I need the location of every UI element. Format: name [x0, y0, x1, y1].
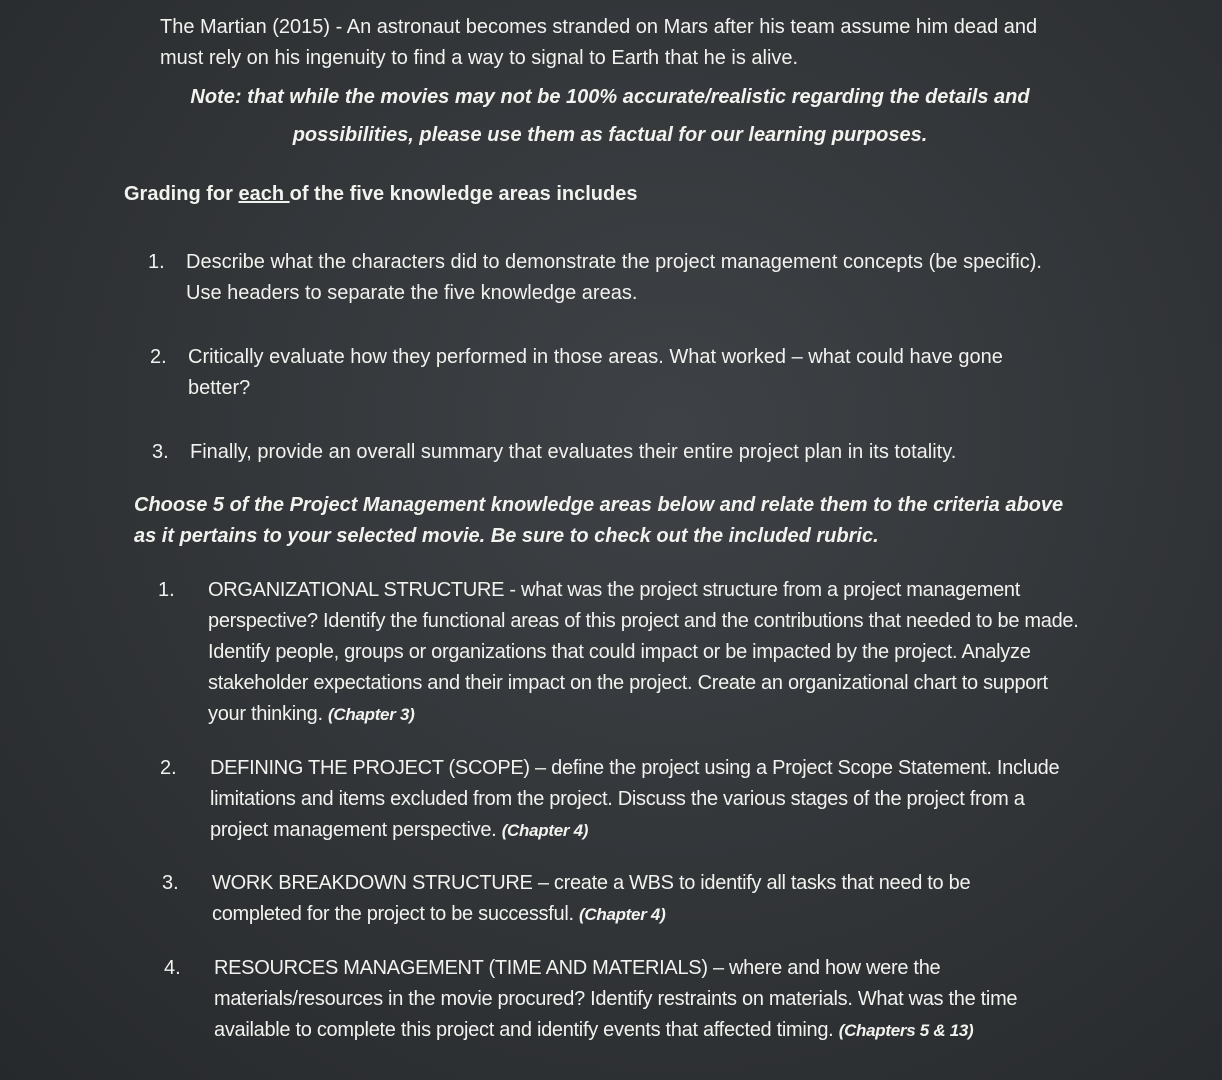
area-number: 1.: [158, 579, 175, 601]
area-description: WORK BREAKDOWN STRUCTURE – create a WBS to identify all tasks that need to be completed for the project to be successful.: [212, 872, 971, 925]
area-chapter: (Chapter 4): [501, 821, 589, 840]
grading-item-text: Critically evaluate how they performed in those areas. What worked – what could have gone better?: [188, 346, 1003, 399]
area-description: DEFINING THE PROJECT (SCOPE) – define the project using a Project Scope Statement. Include limitations and items excluded from the project. Discuss the various stages of the project from a project management perspective.: [210, 757, 1060, 841]
area-number: 4.: [164, 957, 181, 979]
grading-item-text: Describe what the characters did to demonstrate the project management concepts (be specific). Use headers to separate the five knowledge areas.: [186, 251, 1042, 304]
accuracy-note: Note: that while the movies may not be 100% accurate/realistic regarding the details and possibilities, please use them as factual for our learning purposes.: [190, 86, 1030, 146]
grading-heading-prefix: Grading for: [124, 183, 239, 205]
area-number: 2.: [160, 757, 177, 779]
area-chapter: (Chapter 4): [579, 905, 666, 924]
choose-instructions: Choose 5 of the Project Management knowledge areas below and relate them to the criteria above as it pertains to your selected movie. Be sure to check out the included rubric.: [134, 494, 1064, 547]
area-number: 3.: [162, 872, 179, 894]
grading-item-number: 3.: [152, 441, 169, 463]
movie-synopsis: The Martian (2015) - An astronaut becomes stranded on Mars after his team assume him dead and must rely on his ingenuity to find a way to signal to Earth that he is alive.: [160, 16, 1038, 69]
grading-item-number: 2.: [150, 346, 167, 368]
grading-heading-underlined: each: [238, 183, 290, 205]
area-text: [210, 753, 1070, 846]
area-text: [214, 953, 1064, 1046]
area-text: [212, 868, 1042, 930]
grading-item-text: Finally, provide an overall summary that evaluates their entire project plan in its totality.: [190, 441, 957, 463]
area-description: ORGANIZATIONAL STRUCTURE - what was the project structure from a project management perspective? Identify the functional areas of this project and the contributions that needed to be made. Identify people, groups or organizations that could impact or be impacted by the project. Analyze stakeholder expectations and their impact on the project. Create an organizational chart to support your thinking.: [208, 579, 1079, 725]
area-chapter: (Chapters 5 & 13): [838, 1021, 974, 1040]
area-description: RESOURCES MANAGEMENT (TIME AND MATERIALS) – where and how were the materials/resources in the movie procured? Identify restraints on materials. What was the time available to complete this project and identify events that affected timing.: [214, 957, 1018, 1041]
grading-heading-suffix: of the five knowledge areas includes: [289, 183, 638, 205]
grading-heading: [124, 179, 1024, 210]
area-text: [208, 575, 1088, 730]
grading-item-number: 1.: [148, 251, 165, 273]
area-chapter: (Chapter 3): [328, 705, 415, 724]
